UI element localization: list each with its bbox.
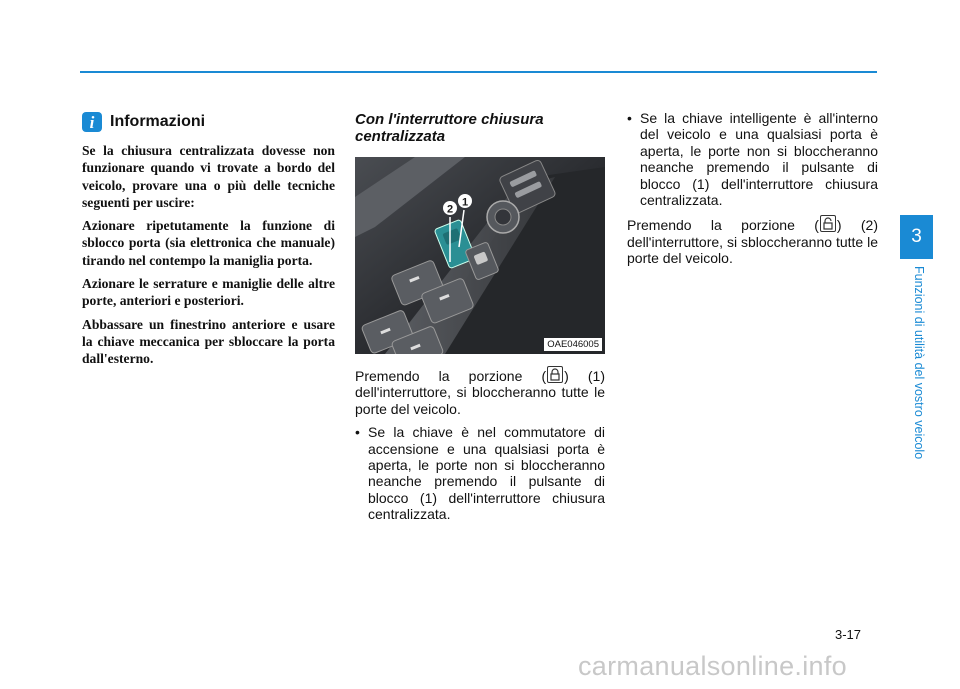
watermark: carmanualsonline.info xyxy=(578,651,847,681)
lock-paragraph-end: ) (1) dell'interruttore, si bloccheranno tutte le porte del veicolo. xyxy=(355,368,605,417)
bullet-item: • Se la chiave intelligente è all'interno del veicolo e una qualsiasi porta è aperta, le porte non si bloccheranno neanche premendo il pulsante di blocco (1) dell'interruttore chiusura centralizzata. xyxy=(627,110,878,208)
callout-2: 2 xyxy=(446,203,454,216)
unlock-paragraph-end: ) (2) dell'interruttore, si sbloccheranno tutte le porte del veicolo. xyxy=(627,217,878,267)
info-box xyxy=(82,112,335,374)
page-number: 3-17 xyxy=(835,627,862,642)
unlock-paragraph xyxy=(627,215,878,266)
chapter-label: Funzioni di utilità del vostro veicolo xyxy=(912,266,926,460)
lock-icon xyxy=(547,366,563,383)
info-paragraph: Abbassare un finestrino anteriore e usare la chiave meccanica per sbloccare la porta dall'esterno. xyxy=(82,316,335,367)
info-paragraph: Azionare le serrature e maniglie delle altre porte, anteriori e posteriori. xyxy=(82,276,335,309)
section-body xyxy=(355,366,605,530)
door-switch-illustration xyxy=(355,157,605,354)
info-paragraph: Se la chiusura centralizzata dovesse non funzionare quando vi trovate a bordo del veicolo, provare una o più delle tecniche seguenti per uscire: xyxy=(82,143,335,210)
lock-paragraph-start: Premendo la porzione ( xyxy=(355,368,547,384)
chapter-tab: 3 xyxy=(900,215,933,259)
section-title: Con l'interruttore chiusura centralizzata xyxy=(355,111,544,145)
unlock-icon xyxy=(820,215,836,232)
right-column xyxy=(627,110,878,274)
bullet-item: • Se la chiave è nel commutatore di accensione e una qualsiasi porta è aperta, le porte non si bloccheranno neanche premendo il pulsante di blocco (1) dell'interruttore chiusura centralizzata. xyxy=(355,424,605,522)
unlock-paragraph-start: Premendo la porzione ( xyxy=(627,217,819,234)
info-icon: i xyxy=(82,112,102,132)
callout-1: 1 xyxy=(461,196,469,209)
lock-paragraph xyxy=(355,366,605,417)
door-switch-photo xyxy=(355,157,605,354)
info-paragraph: Azionare ripetutamente la funzione di sblocco porta (sia elettronica che manuale) tirando nel contempo la maniglia porta. xyxy=(82,218,335,268)
header-rule xyxy=(80,71,877,73)
info-title: Informazioni xyxy=(110,113,206,130)
info-heading xyxy=(82,112,335,132)
section-heading-block xyxy=(355,112,605,145)
photo-caption: OAE046005 xyxy=(544,338,602,351)
